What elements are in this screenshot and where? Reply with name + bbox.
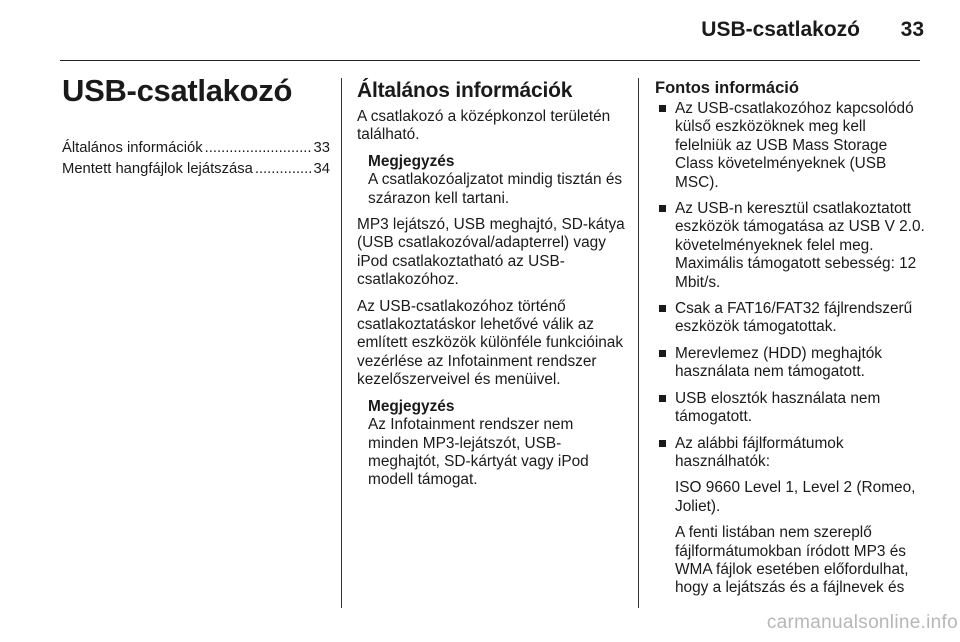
body-paragraph: MP3 lejátszó, USB meghajtó, SD-kátya (USB csatlakozóval/adapterrel) vagy iPod csatlakoztatható az USB-csatlakozóhoz.	[357, 216, 625, 289]
header-divider	[60, 60, 920, 61]
list-item-text: Merevlemez (HDD) meghajtók használata nem támogatott.	[675, 344, 882, 381]
toc-entry[interactable]	[62, 138, 330, 159]
list-item-text: Az alábbi fájlformátumok használhatók:	[675, 434, 844, 470]
toc-entry-label: Mentett hangfájlok lejátszása	[62, 161, 253, 177]
bullet-square-icon	[659, 305, 666, 312]
note-block	[368, 153, 627, 208]
list-item-text: Az USB-csatlakozóhoz kapcsolódó külső eszközöknek meg kell felelniük az USB Mass Storage Class követelményeknek (USB MSC).	[675, 100, 914, 191]
toc-entry-page: 34	[313, 161, 330, 177]
section-title-important: Fontos információ	[655, 79, 799, 97]
bullet-list	[655, 100, 925, 598]
column-divider-1	[341, 78, 342, 608]
bullet-square-icon	[659, 440, 666, 447]
bullet-square-icon	[659, 205, 666, 212]
toc-column	[62, 74, 330, 180]
list-item	[655, 200, 925, 292]
bullet-square-icon	[659, 105, 666, 112]
bullet-square-icon	[659, 395, 666, 402]
list-item-text: USB elosztók használata nem támogatott.	[675, 389, 881, 426]
body-paragraph: Az USB-csatlakozóhoz történő csatlakoztatáskor lehetővé válik az említett eszközök különféle funkcióinak vezérlése az Infotainment rendszer kezelőszerveivel és menüivel.	[357, 297, 624, 389]
note-block	[368, 398, 627, 490]
general-info-column	[357, 74, 627, 498]
bullet-square-icon	[659, 350, 666, 357]
page-number: 33	[900, 18, 924, 41]
important-info-column	[655, 74, 925, 606]
toc-entry[interactable]	[62, 159, 330, 180]
chapter-title: USB-csatlakozó	[62, 73, 293, 108]
list-item-subparagraph: ISO 9660 Level 1, Level 2 (Romeo, Joliet).	[675, 479, 916, 515]
toc-leader-dots	[255, 159, 312, 180]
section-title-general: Általános információk	[357, 79, 573, 102]
list-item	[655, 435, 925, 598]
column-divider-2	[638, 78, 639, 608]
running-header-title: USB-csatlakozó	[701, 18, 860, 41]
intro-paragraph: A csatlakozó a középkonzol területén található.	[357, 108, 611, 144]
note-title: Megjegyzés	[368, 152, 455, 170]
list-item-text: Az USB-n keresztül csatlakoztatott eszközök támogatása az USB V 2.0. követelményeknek felel meg. Maximális támogatott sebesség: 12 Mbit/s.	[675, 200, 925, 291]
list-item	[655, 390, 925, 427]
note-text: A csatlakozóaljzatot mindig tisztán és szárazon kell tartani.	[368, 171, 623, 207]
toc-leader-dots	[205, 138, 312, 159]
toc-entry-label: Általános információk	[62, 140, 203, 156]
list-item	[655, 300, 925, 337]
note-title: Megjegyzés	[368, 397, 455, 415]
list-item-text: Csak a FAT16/FAT32 fájlrendszerű eszközök támogatottak.	[675, 300, 913, 336]
list-item	[655, 100, 925, 192]
toc-entry-page: 33	[313, 140, 330, 156]
watermark: carmanualsonline.info	[766, 612, 958, 633]
note-text: Az Infotainment rendszer nem minden MP3-lejátszót, USB-meghajtót, SD-kártyát vagy iPod modell támogat.	[368, 416, 589, 489]
list-item	[655, 345, 925, 382]
list-item-subparagraph: A fenti listában nem szereplő fájlformátumokban íródott MP3 és WMA fájlok esetében előfordulhat, hogy a lejátszás és a fájlnevek és	[675, 524, 909, 597]
